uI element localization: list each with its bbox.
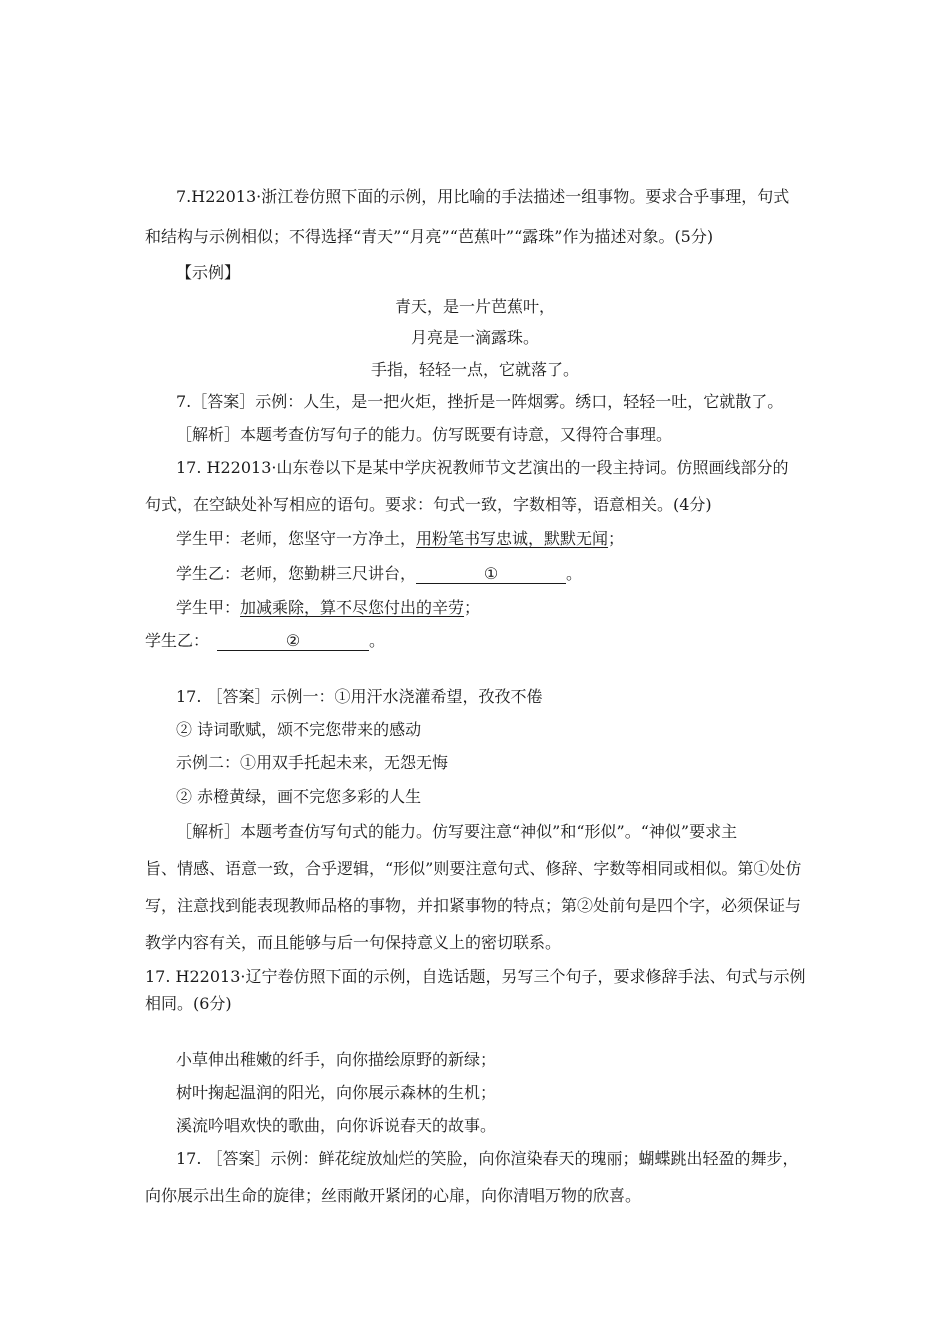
underlined-model-phrase: 用粉笔书写忠诚，默默无闻 [416,529,609,548]
q17a-analysis-line-2: 旨、情感、语意一致，合乎逻辑，“形似”则要注意句式、修辞、字数等相同或相似。第①处仿 [145,859,802,878]
q17a-analysis-line-1: ［解析］本题考查仿写句式的能力。仿写要注意“神似”和“形似”。“神似”要求主 [176,822,738,841]
q17b-example-line-3: 溪流吟唱欢快的歌曲，向你诉说春天的故事。 [176,1116,497,1135]
fill-blank-2: ② [217,632,369,651]
q17a-dialogue-line-3 [176,597,480,619]
q17a-answer-line-1: 17. ［答案］示例一：①用汗水浇灌希望，孜孜不倦 [176,687,543,706]
q17a-analysis-line-4: 教学内容有关，而且能够与后一句保持意义上的密切联系。 [145,933,562,952]
q7-stem-line-1: 7.H22013·浙江卷仿照下面的示例，用比喻的手法描述一组事物。要求合乎事理，句式 [176,187,790,206]
q17b-stem-line-1: 17. H22013·辽宁卷仿照下面的示例，自选话题，另写三个句子，要求修辞手法、句式与示例 [145,967,806,986]
q17b-example-line-2: 树叶掬起温润的阳光，向你展示森林的生机； [176,1083,497,1102]
q17a-stem-line-1: 17. H22013·山东卷以下是某中学庆祝教师节文艺演出的一段主持词。仿照画线部分的 [176,458,789,477]
underlined-model-phrase: 加减乘除，算不尽您付出的辛劳 [240,598,465,617]
dialogue-speaker-text: 学生乙： [145,631,210,650]
punctuation: ； [608,529,625,548]
fill-blank-1: ① [416,565,566,584]
punctuation: 。 [369,631,386,650]
dialogue-speaker-text: 学生甲：老师，您坚守一方净土， [176,529,417,548]
q17b-stem-line-2: 相同。(6分) [145,994,232,1013]
q7-poem-line-1: 青天，是一片芭蕉叶， [394,297,555,316]
q17a-dialogue-line-2 [176,563,582,585]
q7-poem-line-3: 手指，轻轻一点，它就落了。 [370,360,579,379]
dialogue-speaker-text: 学生甲： [176,598,241,617]
q17a-stem-line-2: 句式，在空缺处补写相应的语句。要求：句式一致，字数相等，语意相关。(4分) [145,495,712,514]
q17b-answer-line-2: 向你展示出生命的旋律；丝雨敞开紧闭的心扉，向你清唱万物的欣喜。 [145,1186,642,1205]
q7-example-tag: 【示例】 [176,263,241,282]
q17a-answer-line-2: ② 诗词歌赋，颂不完您带来的感动 [176,720,422,739]
dialogue-speaker-text: 学生乙：老师，您勤耕三尺讲台， [176,564,417,583]
q17a-dialogue-line-1 [176,528,624,550]
q17b-answer-line-1: 17. ［答案］示例：鲜花绽放灿烂的笑脸，向你渲染春天的瑰丽；蝴蝶跳出轻盈的舞步， [176,1149,799,1168]
q17a-dialogue-line-4 [145,630,385,652]
q17b-example-line-1: 小草伸出稚嫩的纤手，向你描绘原野的新绿； [176,1050,497,1069]
q7-poem-line-2: 月亮是一滴露珠。 [410,328,539,347]
punctuation: 。 [566,564,583,583]
q17a-answer-line-3: 示例二：①用双手托起未来，无怨无悔 [176,753,449,772]
q17a-analysis-line-3: 写，注意找到能表现教师品格的事物，并扣紧事物的特点；第②处前句是四个字，必须保证与 [145,896,802,915]
q17a-answer-line-4: ② 赤橙黄绿，画不完您多彩的人生 [176,787,422,806]
q7-stem-line-2: 和结构与示例相似；不得选择“青天”“月亮”“芭蕉叶”“露珠”作为描述对象。(5分) [145,227,714,246]
q7-answer: 7.［答案］示例：人生，是一把火炬，挫折是一阵烟雾。绣口，轻轻一吐，它就散了。 [176,392,784,411]
punctuation: ； [464,598,481,617]
q7-analysis: ［解析］本题考查仿写句子的能力。仿写既要有诗意，又得符合事理。 [176,425,673,444]
